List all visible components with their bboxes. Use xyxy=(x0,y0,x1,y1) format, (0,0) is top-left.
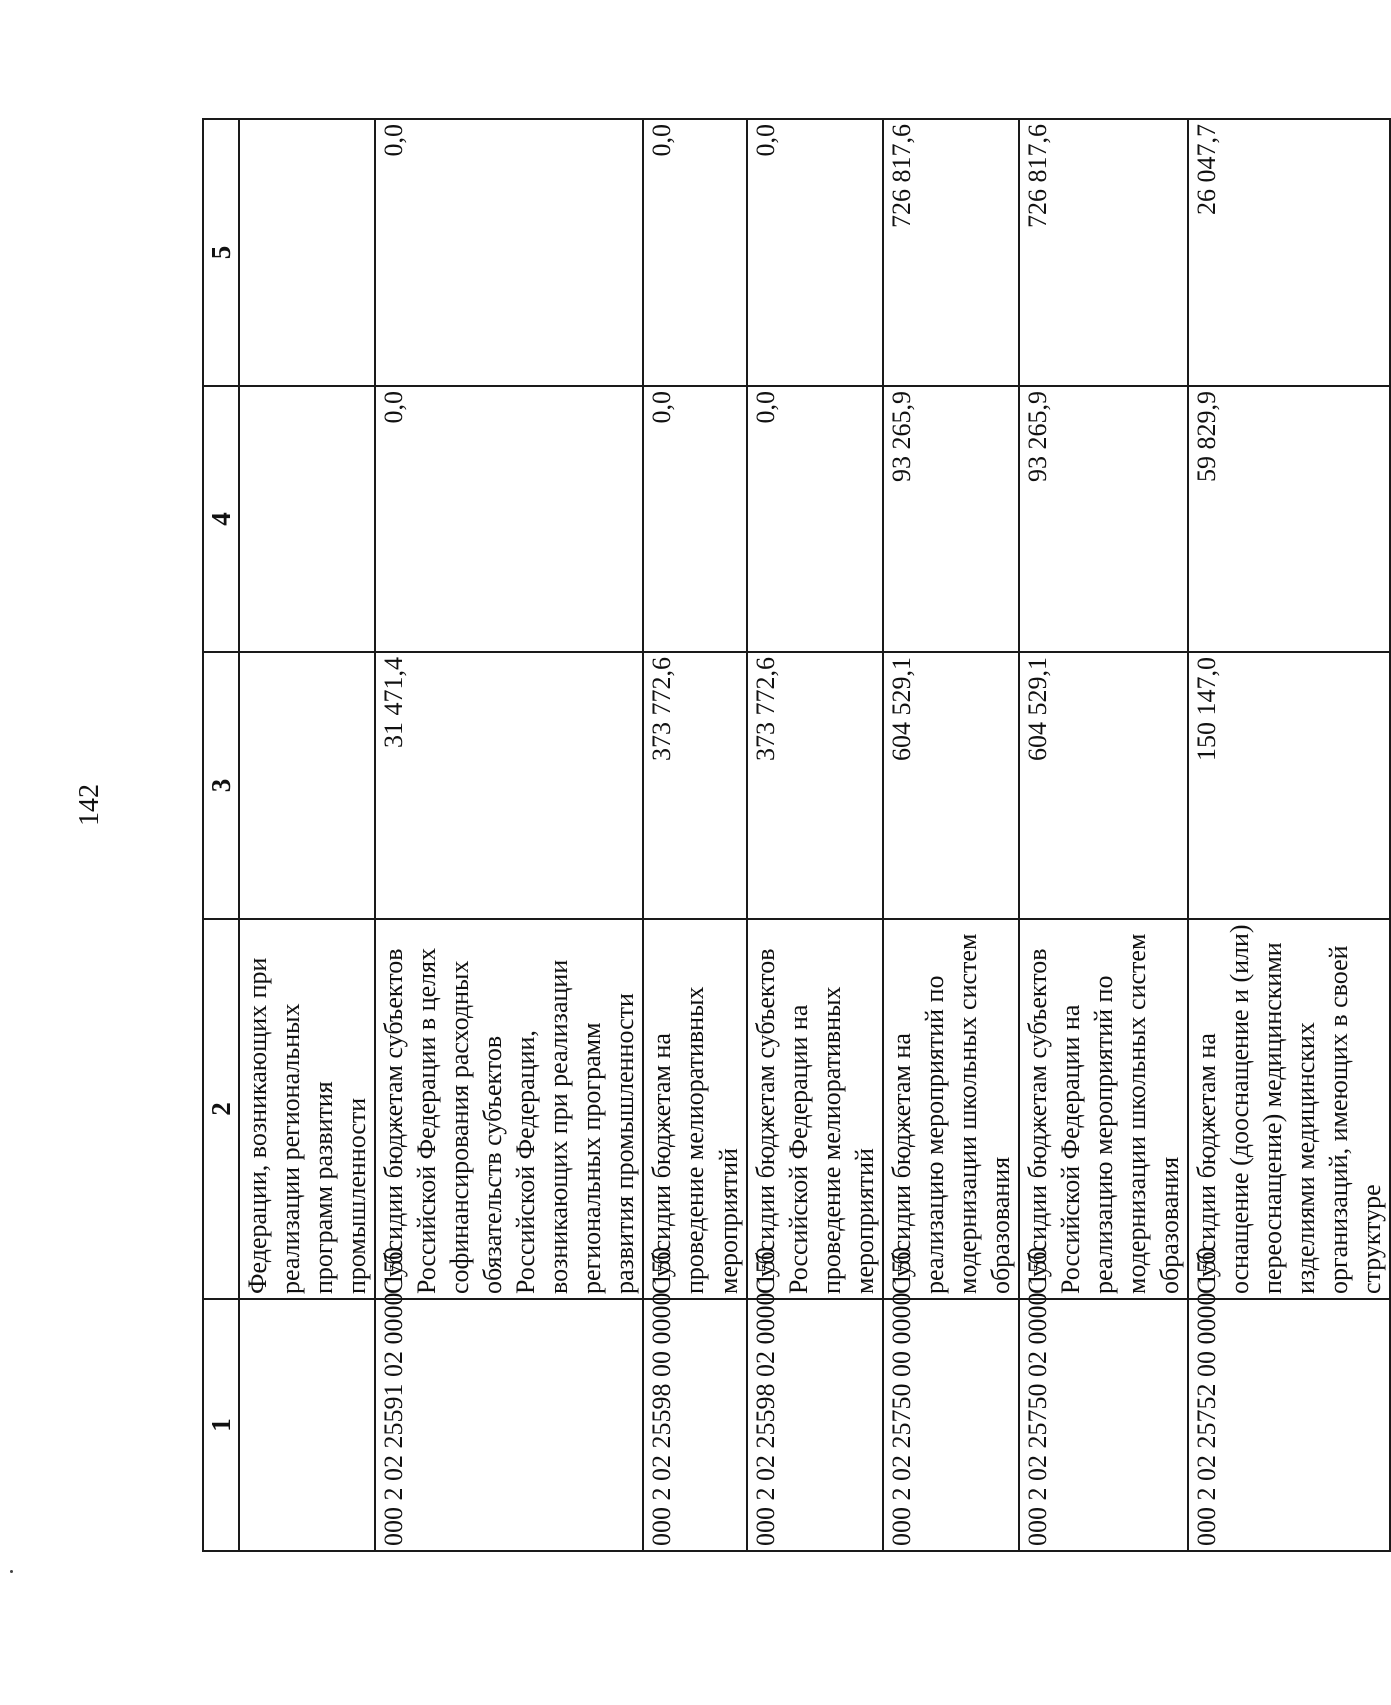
row-description: Федерации, возникающих при реализации региональных программ развития промышленности xyxy=(239,919,375,1299)
row-description: Субсидии бюджетам субъектов Российской Федерации в целях софинансирования расходных обязательств субъектов Российской Федерации, возникающих при реализации региональных программ развития промышленности xyxy=(375,919,643,1299)
row-code: 000 2 02 25598 02 0000 150 xyxy=(747,1299,883,1551)
row-value-col4: 93 265,9 xyxy=(883,386,1019,652)
row-value-col5: 0,0 xyxy=(643,119,746,386)
row-value-col4: 93 265,9 xyxy=(1019,386,1188,652)
table-row xyxy=(1188,119,1390,1551)
row-value-col5 xyxy=(239,119,375,386)
row-code: 000 2 02 25591 02 0000 150 xyxy=(375,1299,643,1551)
row-value-col3: 150 147,0 xyxy=(1188,652,1390,919)
row-value-col4: 0,0 xyxy=(375,386,643,652)
row-value-col4: 0,0 xyxy=(643,386,746,652)
row-value-col4: 59 829,9 xyxy=(1188,386,1390,652)
row-value-col3: 373 772,6 xyxy=(747,652,883,919)
page-number: 142 xyxy=(74,784,105,826)
budget-table xyxy=(202,118,1391,1552)
row-value-col3: 604 529,1 xyxy=(883,652,1019,919)
table-row xyxy=(747,119,883,1551)
table-row xyxy=(239,119,375,1551)
row-code: 000 2 02 25752 00 0000 150 xyxy=(1188,1299,1390,1551)
row-description: Субсидии бюджетам субъектов Российской Федерации на проведение мелиоративных мероприятий xyxy=(747,919,883,1299)
row-value-col4 xyxy=(239,386,375,652)
row-value-col5: 26 047,7 xyxy=(1188,119,1390,386)
table-row xyxy=(375,119,643,1551)
header-col-2: 2 xyxy=(203,919,239,1299)
row-value-col5: 0,0 xyxy=(375,119,643,386)
row-value-col4: 0,0 xyxy=(747,386,883,652)
row-code: 000 2 02 25750 00 0000 150 xyxy=(883,1299,1019,1551)
header-col-4: 4 xyxy=(203,386,239,652)
row-value-col5: 726 817,6 xyxy=(1019,119,1188,386)
row-value-col3: 604 529,1 xyxy=(1019,652,1188,919)
budget-table-container xyxy=(202,120,1386,1552)
table-row xyxy=(643,119,746,1551)
row-description: Субсидии бюджетам субъектов Российской Федерации на реализацию мероприятий по модернизации школьных систем образования xyxy=(1019,919,1188,1299)
row-code: 000 2 02 25750 02 0000 150 xyxy=(1019,1299,1188,1551)
row-value-col3: 373 772,6 xyxy=(643,652,746,919)
scan-speck xyxy=(10,1570,13,1573)
header-row xyxy=(203,119,239,1551)
header-col-3: 3 xyxy=(203,652,239,919)
row-value-col3: 31 471,4 xyxy=(375,652,643,919)
table-row xyxy=(1019,119,1188,1551)
row-code xyxy=(239,1299,375,1551)
row-value-col3 xyxy=(239,652,375,919)
row-value-col5: 0,0 xyxy=(747,119,883,386)
row-description: Субсидии бюджетам на оснащение (дооснащение и (или) переоснащение) медицинскими изделиями медицинских организаций, имеющих в своей структуре xyxy=(1188,919,1390,1299)
table-row xyxy=(883,119,1019,1551)
header-col-1: 1 xyxy=(203,1299,239,1551)
header-col-5: 5 xyxy=(203,119,239,386)
row-description: Субсидии бюджетам на проведение мелиоративных мероприятий xyxy=(643,919,746,1299)
row-value-col5: 726 817,6 xyxy=(883,119,1019,386)
row-code: 000 2 02 25598 00 0000 150 xyxy=(643,1299,746,1551)
row-description: Субсидии бюджетам на реализацию мероприятий по модернизации школьных систем образования xyxy=(883,919,1019,1299)
